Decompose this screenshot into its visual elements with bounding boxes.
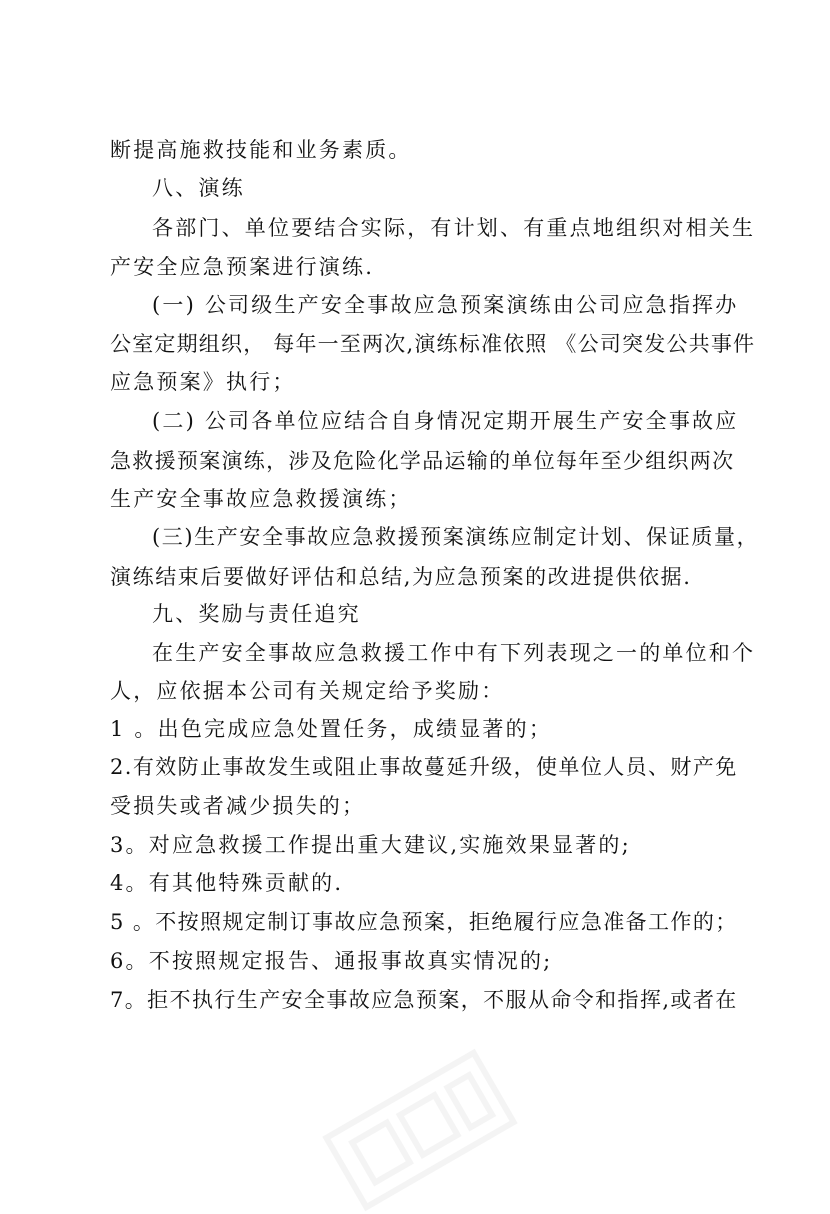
body-line: 生产安全事故应急救援演练；: [110, 487, 412, 511]
list-item: 7。拒不执行生产安全事故应急预案，不服从命令和指挥,或者在: [110, 988, 738, 1012]
list-item: 3。对应急救援工作提出重大建议,实施效果显著的;: [110, 833, 631, 857]
list-item: 2.有效防止事故发生或阻止事故蔓延升级，使单位人员、财产免: [110, 755, 738, 779]
section-heading-rewards: 九、奖励与责任追究: [152, 602, 361, 626]
list-item: 6。不按照规定报告、通报事故真实情况的;: [110, 949, 553, 973]
body-line: 人，应依据本公司有关规定给予奖励：: [110, 679, 505, 703]
list-item: 1 。出色完成应急处置任务，成绩显著的；: [110, 717, 553, 741]
body-line: 在生产安全事故应急救援工作中有下列表现之一的单位和个: [152, 641, 756, 665]
body-line: (三)生产安全事故应急救援预案演练应制定计划、保证质量，: [152, 525, 760, 549]
watermark-icon: [320, 1046, 521, 1214]
body-line: (一) 公司级生产安全事故应急预案演练由公司应急指挥办: [152, 293, 739, 317]
list-item: 5 。不按照规定制订事故应急预案，拒绝履行应急准备工作的；: [110, 910, 738, 934]
body-line: 产安全应急预案进行演练.: [110, 255, 375, 279]
section-heading-drill: 八、演练: [152, 176, 245, 200]
body-line: 急救援预案演练，涉及危险化学品运输的单位每年至少组织两次: [110, 449, 735, 473]
body-line: 演练结束后要做好评估和总结,为应急预案的改进提供依据.: [110, 565, 692, 589]
body-line: 各部门、单位要结合实际，有计划、有重点地组织对相关生: [152, 216, 756, 240]
body-line: 应急预案》执行；: [110, 370, 296, 394]
list-item-continuation: 受损失或者减少损失的；: [110, 794, 366, 818]
body-line: 公室定期组织， 每年一至两次,演练标准依照 《公司突发公共事件: [110, 332, 756, 356]
list-item: 4。有其他特殊贡献的.: [110, 871, 344, 895]
body-line: (二) 公司各单位应结合自身情况定期开展生产安全事故应: [152, 409, 739, 433]
body-line: 断提高施救技能和业务素质。: [110, 138, 412, 162]
